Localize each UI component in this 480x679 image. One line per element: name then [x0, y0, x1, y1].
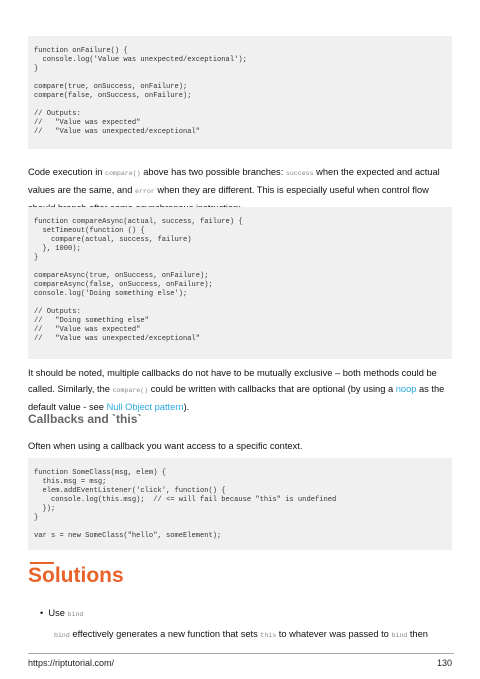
- code-line: }, 1000);: [34, 245, 81, 253]
- text: above has two possible branches:: [140, 167, 286, 177]
- inline-code: success: [285, 170, 314, 177]
- code-line: [34, 523, 452, 532]
- code-line: // "Value was expected": [34, 326, 141, 334]
- code-block-on-failure: [28, 36, 452, 149]
- inline-code: compare(): [105, 170, 141, 177]
- text: It should be noted, multiple callbacks do not have to be mutually exclusive – both methods could be called. Similarly, the: [28, 368, 437, 394]
- code-line: // "Value was expected": [34, 119, 141, 127]
- text: could be written with callbacks that are optional (by using a: [148, 384, 396, 394]
- code-line: this.msg = msg;: [34, 478, 107, 486]
- code-line: var s = new SomeClass("hello", someElement);: [34, 532, 222, 540]
- text: when they are different. This is especially useful when control flow: [157, 185, 429, 195]
- code-block-some-class: [28, 458, 452, 550]
- code-line: // Outputs:: [34, 110, 81, 118]
- code-line: [34, 74, 452, 83]
- code-line: elem.addEventListener('click', function() {: [34, 487, 226, 495]
- code-line: compare(false, onSuccess, onFailure);: [34, 92, 192, 100]
- heading-callbacks-and-this: Callbacks and `this`: [28, 412, 142, 426]
- text: when the expected and actual values are the same, and: [28, 167, 440, 195]
- text: effectively generates a new function that sets: [69, 629, 261, 639]
- text: Code execution in: [28, 167, 106, 177]
- text: to whatever was passed to: [276, 629, 392, 639]
- code-line: compare(true, onSuccess, onFailure);: [34, 83, 188, 91]
- code-line: // "Doing something else": [34, 317, 149, 325]
- heading-solutions: Solutions: [28, 564, 124, 587]
- code-line: setTimeout(function () {: [34, 227, 145, 235]
- inline-code: bind: [67, 611, 84, 618]
- inline-code: error: [134, 188, 155, 195]
- code-line: function compareAsync(actual, success, failure) {: [34, 218, 243, 226]
- code-line: // "Value was unexpected/exceptional": [34, 335, 201, 343]
- code-line: // "Value was unexpected/exceptional": [34, 128, 201, 136]
- text: as the default value - see: [28, 384, 445, 412]
- code-line: console.log(this.msg); // <= will fail because "this" is undefined: [34, 496, 337, 504]
- code-line: function SomeClass(msg, elem) {: [34, 469, 166, 477]
- null-object-pattern-link[interactable]: Null Object pattern: [106, 402, 184, 412]
- inline-code: this: [260, 632, 277, 639]
- code-line: // Outputs:: [34, 308, 81, 316]
- text: ).: [183, 402, 190, 412]
- code-block-compare-async: [28, 207, 452, 359]
- inline-code: bind: [54, 632, 70, 639]
- code-line: console.log('Doing something else');: [34, 290, 188, 298]
- inline-code: bind: [391, 632, 408, 639]
- code-line: [34, 101, 452, 110]
- text: Use: [48, 608, 68, 618]
- code-line: compare(actual, success, failure): [34, 236, 192, 244]
- footer-url[interactable]: https://riptutorial.com/: [28, 658, 115, 668]
- paragraph-multiple-callbacks: [28, 365, 454, 415]
- noop-link[interactable]: noop: [395, 384, 417, 394]
- paragraph-bind: [54, 629, 428, 639]
- text: then: [407, 629, 428, 639]
- paragraph-context: Often when using a callback you want access to a specific context.: [28, 441, 303, 451]
- code-line: compareAsync(true, onSuccess, onFailure);: [34, 272, 209, 280]
- inline-code: compare(): [112, 387, 149, 394]
- code-line: [34, 299, 452, 308]
- code-line: }: [34, 514, 39, 522]
- page-number: 130: [436, 658, 452, 668]
- code-line: console.log('Value was unexpected/exceptional');: [34, 56, 247, 64]
- list-item-use-bind: [40, 608, 83, 618]
- code-line: [34, 263, 452, 272]
- code-line: });: [34, 505, 56, 513]
- footer-divider: [28, 653, 454, 654]
- bullet-icon: •: [40, 608, 49, 618]
- code-line: }: [34, 65, 39, 73]
- code-line: compareAsync(false, onSuccess, onFailure);: [34, 281, 213, 289]
- code-line: function onFailure() {: [34, 47, 128, 55]
- code-line: }: [34, 254, 39, 262]
